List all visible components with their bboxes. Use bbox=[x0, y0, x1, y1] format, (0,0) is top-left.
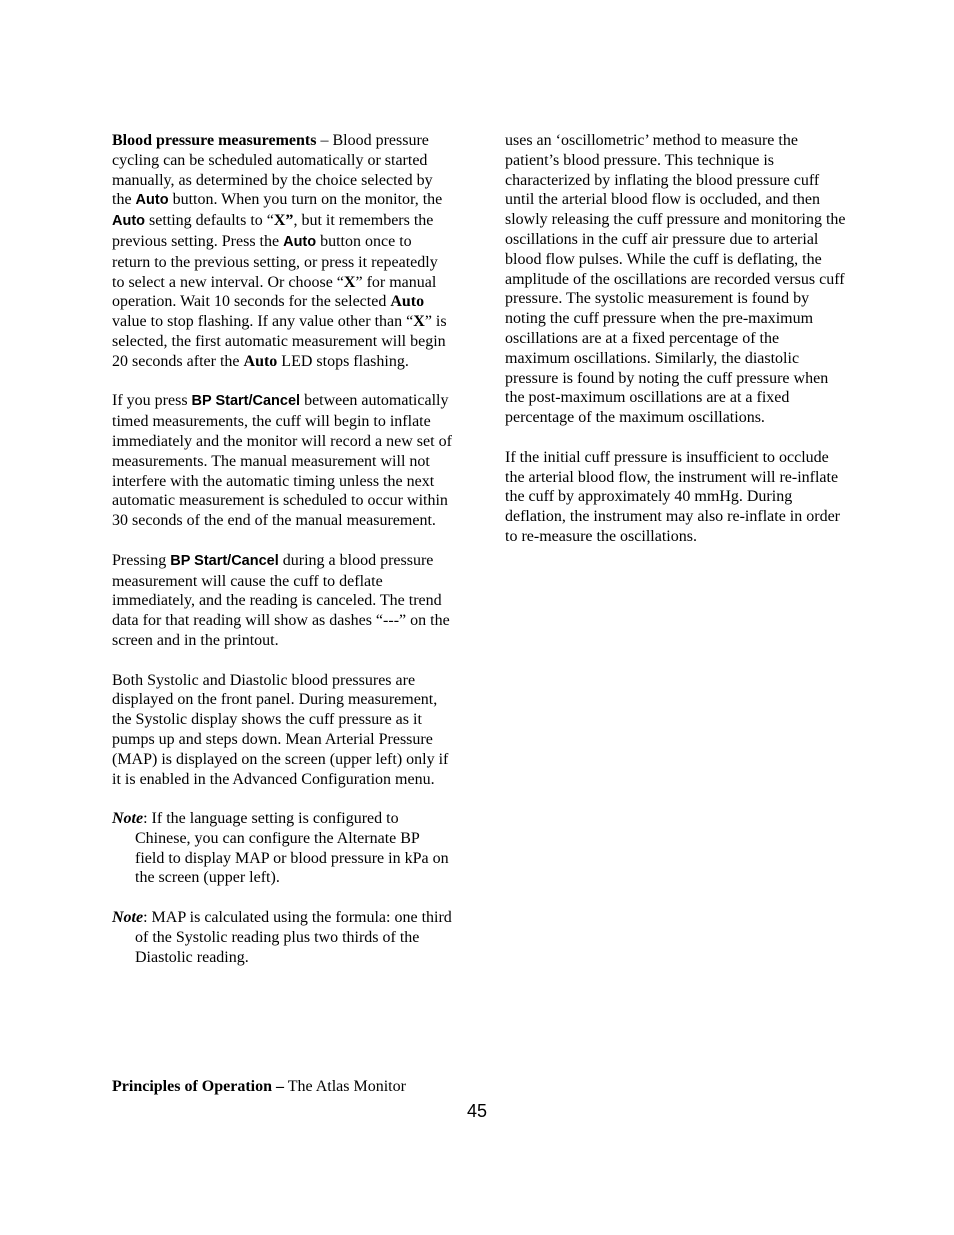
x-setting-label: X bbox=[413, 313, 425, 331]
text-run: button once to return to the previous setting, or press it repeatedly to select a new interval. Or choose “ bbox=[112, 232, 438, 291]
text-run: setting defaults to “ bbox=[145, 212, 274, 230]
systolic-diastolic-paragraph: Both Systolic and Diastolic blood pressures are displayed on the front panel. During measurement, the Systolic display shows the cuff pressure as it pumps up and steps down. Mean Arterial Pressure (MAP) is displayed on the screen (upper left) only if it is enabled in the Advanced Configuration menu. bbox=[112, 671, 449, 788]
principles-of-operation-line bbox=[112, 1077, 452, 1097]
x-setting-label: X” bbox=[273, 212, 294, 230]
note-label: Note bbox=[112, 909, 144, 927]
text-run: ” is selected, the first automatic measurement will begin 20 seconds after the bbox=[112, 313, 447, 370]
bp-start-paragraph bbox=[112, 391, 452, 531]
text-run: ” for manual operation. Wait 10 seconds for the selected bbox=[112, 273, 437, 311]
note-chinese-language bbox=[112, 809, 452, 888]
auto-value-label: Auto bbox=[390, 293, 425, 311]
right-column bbox=[505, 131, 847, 567]
note-label: Note bbox=[112, 810, 144, 828]
text-run: value to stop flashing. If any value other than “ bbox=[112, 313, 414, 331]
text-run: during a blood pressure measurement will cause the cuff to deflate immediately, and the reading is canceled. The trend data for that reading will show as dashes “---” on the screen and in the printout. bbox=[112, 551, 450, 649]
auto-key-label: Auto bbox=[112, 213, 146, 230]
text-run: If you press bbox=[112, 392, 192, 410]
auto-key-label: Auto bbox=[283, 233, 317, 250]
bp-measurements-paragraph bbox=[112, 131, 452, 372]
bp-cancel-paragraph bbox=[112, 551, 452, 651]
note-text: : MAP is calculated using the formula: one third of the Systolic reading plus two thirds of the Diastolic reading. bbox=[135, 909, 452, 966]
x-setting-label: X bbox=[343, 273, 356, 291]
principles-text: The Atlas Monitor bbox=[283, 1078, 406, 1095]
text-run: – Blood pressure cycling can be scheduled automatically or started manually, as determined by the choice selected by the bbox=[112, 132, 433, 209]
page-number: 45 bbox=[466, 1101, 488, 1121]
note-map-formula bbox=[112, 908, 452, 967]
bp-measurements-heading: Blood pressure measurements bbox=[112, 132, 317, 149]
text-run: between automatically timed measurements, the cuff will begin to inflate immediately and the monitor will record a new set of measurements. The manual measurement will not interfere with the automatic timing unless the next automatic measurement is scheduled to occur within 30 seconds of the end of the manual measurement. bbox=[112, 392, 452, 530]
text-run: Pressing bbox=[112, 551, 171, 569]
left-column bbox=[112, 131, 452, 987]
text-run: button. When you turn on the monitor, the bbox=[168, 191, 443, 209]
principles-heading: Principles of Operation – bbox=[112, 1078, 284, 1095]
text-run: , but it remembers the previous setting. Press the bbox=[112, 212, 434, 250]
reinflate-paragraph: If the initial cuff pressure is insufficient to occlude the arterial blood flow, the instrument will re-inflate the cuff by approximately 40 mmHg. During deflation, the instrument may also re-inflate in order to re-measure the oscillations. bbox=[505, 448, 840, 545]
note-text: : If the language setting is configured to Chinese, you can configure the Alternate BP field to display MAP or blood pressure in kPa on the screen (upper left). bbox=[135, 810, 449, 887]
auto-led-label: Auto bbox=[243, 352, 278, 370]
auto-key-label: Auto bbox=[135, 192, 169, 209]
bp-start-cancel-key-label: BP Start/Cancel bbox=[191, 393, 301, 410]
text-run: LED stops flashing. bbox=[277, 352, 409, 370]
bp-start-cancel-key-label: BP Start/Cancel bbox=[170, 552, 279, 569]
oscillometric-paragraph: uses an ‘oscillometric’ method to measure the patient’s blood pressure. This technique is characterized by inflating the blood pressure cuff until the arterial blood flow is occluded, and then slowly releasing the cuff pressure and monitoring the oscillations in the cuff air pressure due to arterial blood flow pulses. While the cuff is deflating, the amplitude of the oscillations are recorded versus cuff pressure. The systolic measurement is found by noting the cuff pressure when the pre-maximum oscillations are at a fixed percentage of the maximum oscillations. Similarly, the diastolic pressure is found by noting the cuff pressure when the post-maximum oscillations are at a fixed percentage of the maximum oscillations. bbox=[505, 132, 846, 427]
